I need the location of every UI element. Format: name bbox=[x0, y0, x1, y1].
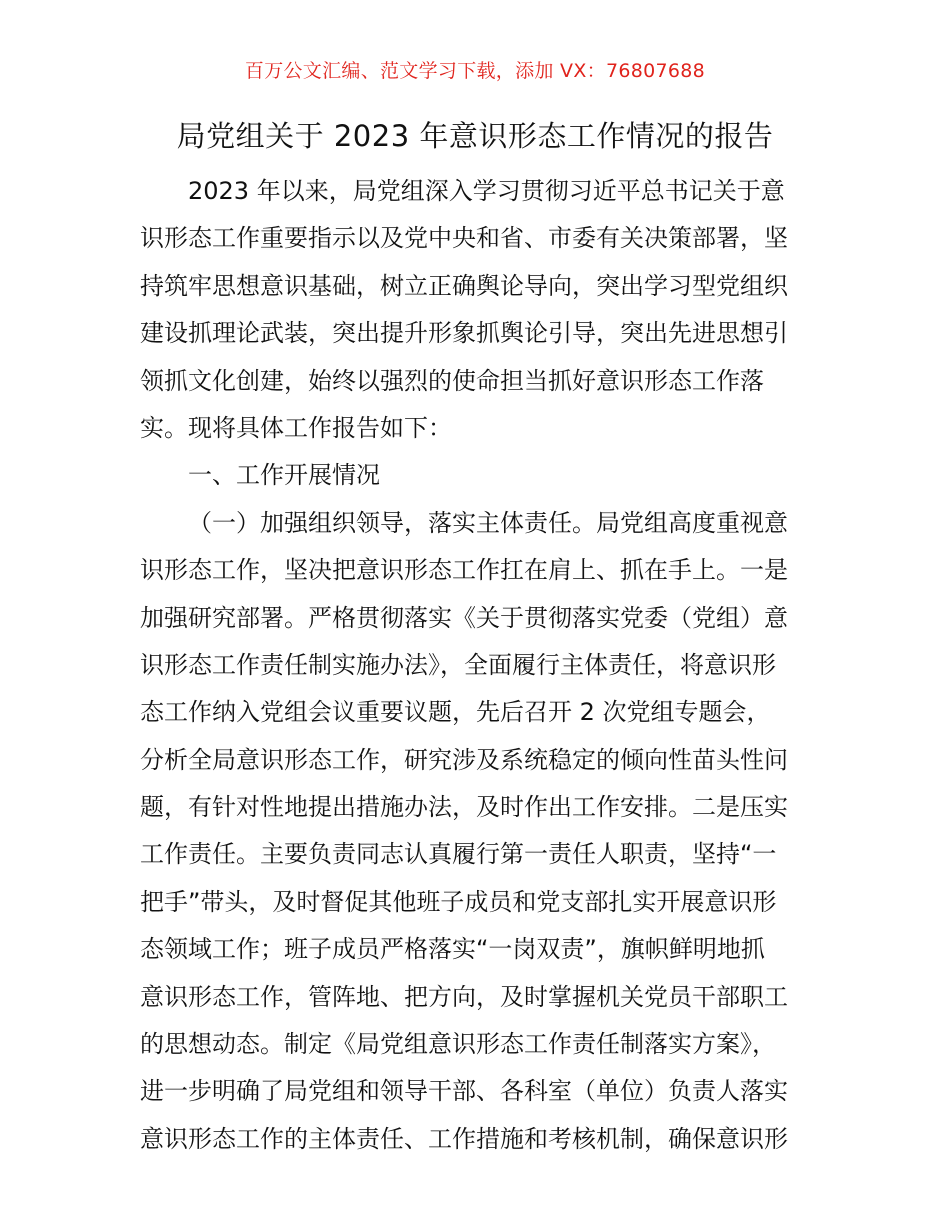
paragraph-line: 识形态工作，坚决把意识形态工作扛在肩上、抓在手上。一是 bbox=[140, 556, 788, 585]
paragraph-line: 实。现将具体工作报告如下： bbox=[140, 413, 452, 442]
paragraph-line: 态工作纳入党组会议重要议题，先后召开 2 次党组专题会， bbox=[140, 698, 771, 727]
paragraph-line: 题，有针对性地提出措施办法，及时作出工作安排。二是压实 bbox=[140, 793, 788, 822]
paragraph-line: （一）加强组织领导，落实主体责任。局党组高度重视意 bbox=[188, 508, 788, 537]
paragraph-line: 态领域工作；班子成员严格落实“一岗双责”，旗帜鲜明地抓 bbox=[140, 935, 765, 964]
paragraph-line: 进一步明确了局党组和领导干部、各科室（单位）负责人落实 bbox=[140, 1077, 788, 1106]
paragraph-line: 建设抓理论武装，突出提升形象抓舆论引导，突出先进思想引 bbox=[140, 319, 788, 348]
section-heading: 一、工作开展情况 bbox=[188, 461, 380, 490]
document-body bbox=[140, 168, 820, 1163]
paragraph-line: 分析全局意识形态工作，研究涉及系统稳定的倾向性苗头性问 bbox=[140, 745, 788, 774]
paragraph-line: 加强研究部署。严格贯彻落实《关于贯彻落实党委（党组）意 bbox=[140, 603, 788, 632]
paragraph-line: 识形态工作责任制实施办法》，全面履行主体责任，将意识形 bbox=[140, 650, 776, 679]
paragraph-line: 2023 年以来，局党组深入学习贯彻习近平总书记关于意 bbox=[188, 177, 785, 205]
paragraph-line: 识形态工作重要指示以及党中央和省、市委有关决策部署，坚 bbox=[140, 224, 788, 253]
paragraph-line: 领抓文化创建，始终以强烈的使命担当抓好意识形态工作落 bbox=[140, 366, 764, 395]
paragraph-line: 工作责任。主要负责同志认真履行第一责任人职责，坚持“一 bbox=[140, 840, 777, 869]
document-title: 局党组关于 2023 年意识形态工作情况的报告 bbox=[176, 119, 774, 153]
paragraph-line: 的思想动态。制定《局党组意识形态工作责任制落实方案》， bbox=[140, 1030, 776, 1059]
paragraph-line: 意识形态工作的主体责任、工作措施和考核机制，确保意识形 bbox=[140, 1124, 788, 1153]
paragraph-line: 持筑牢思想意识基础，树立正确舆论导向，突出学习型党组织 bbox=[140, 271, 788, 300]
watermark-header: 百万公文汇编、范文学习下载，添加 VX：76807688 bbox=[244, 60, 706, 82]
paragraph-line: 意识形态工作，管阵地、把方向，及时掌握机关党员干部职工 bbox=[140, 982, 788, 1011]
paragraph-line: 把手”带头，及时督促其他班子成员和党支部扎实开展意识形 bbox=[140, 887, 777, 916]
